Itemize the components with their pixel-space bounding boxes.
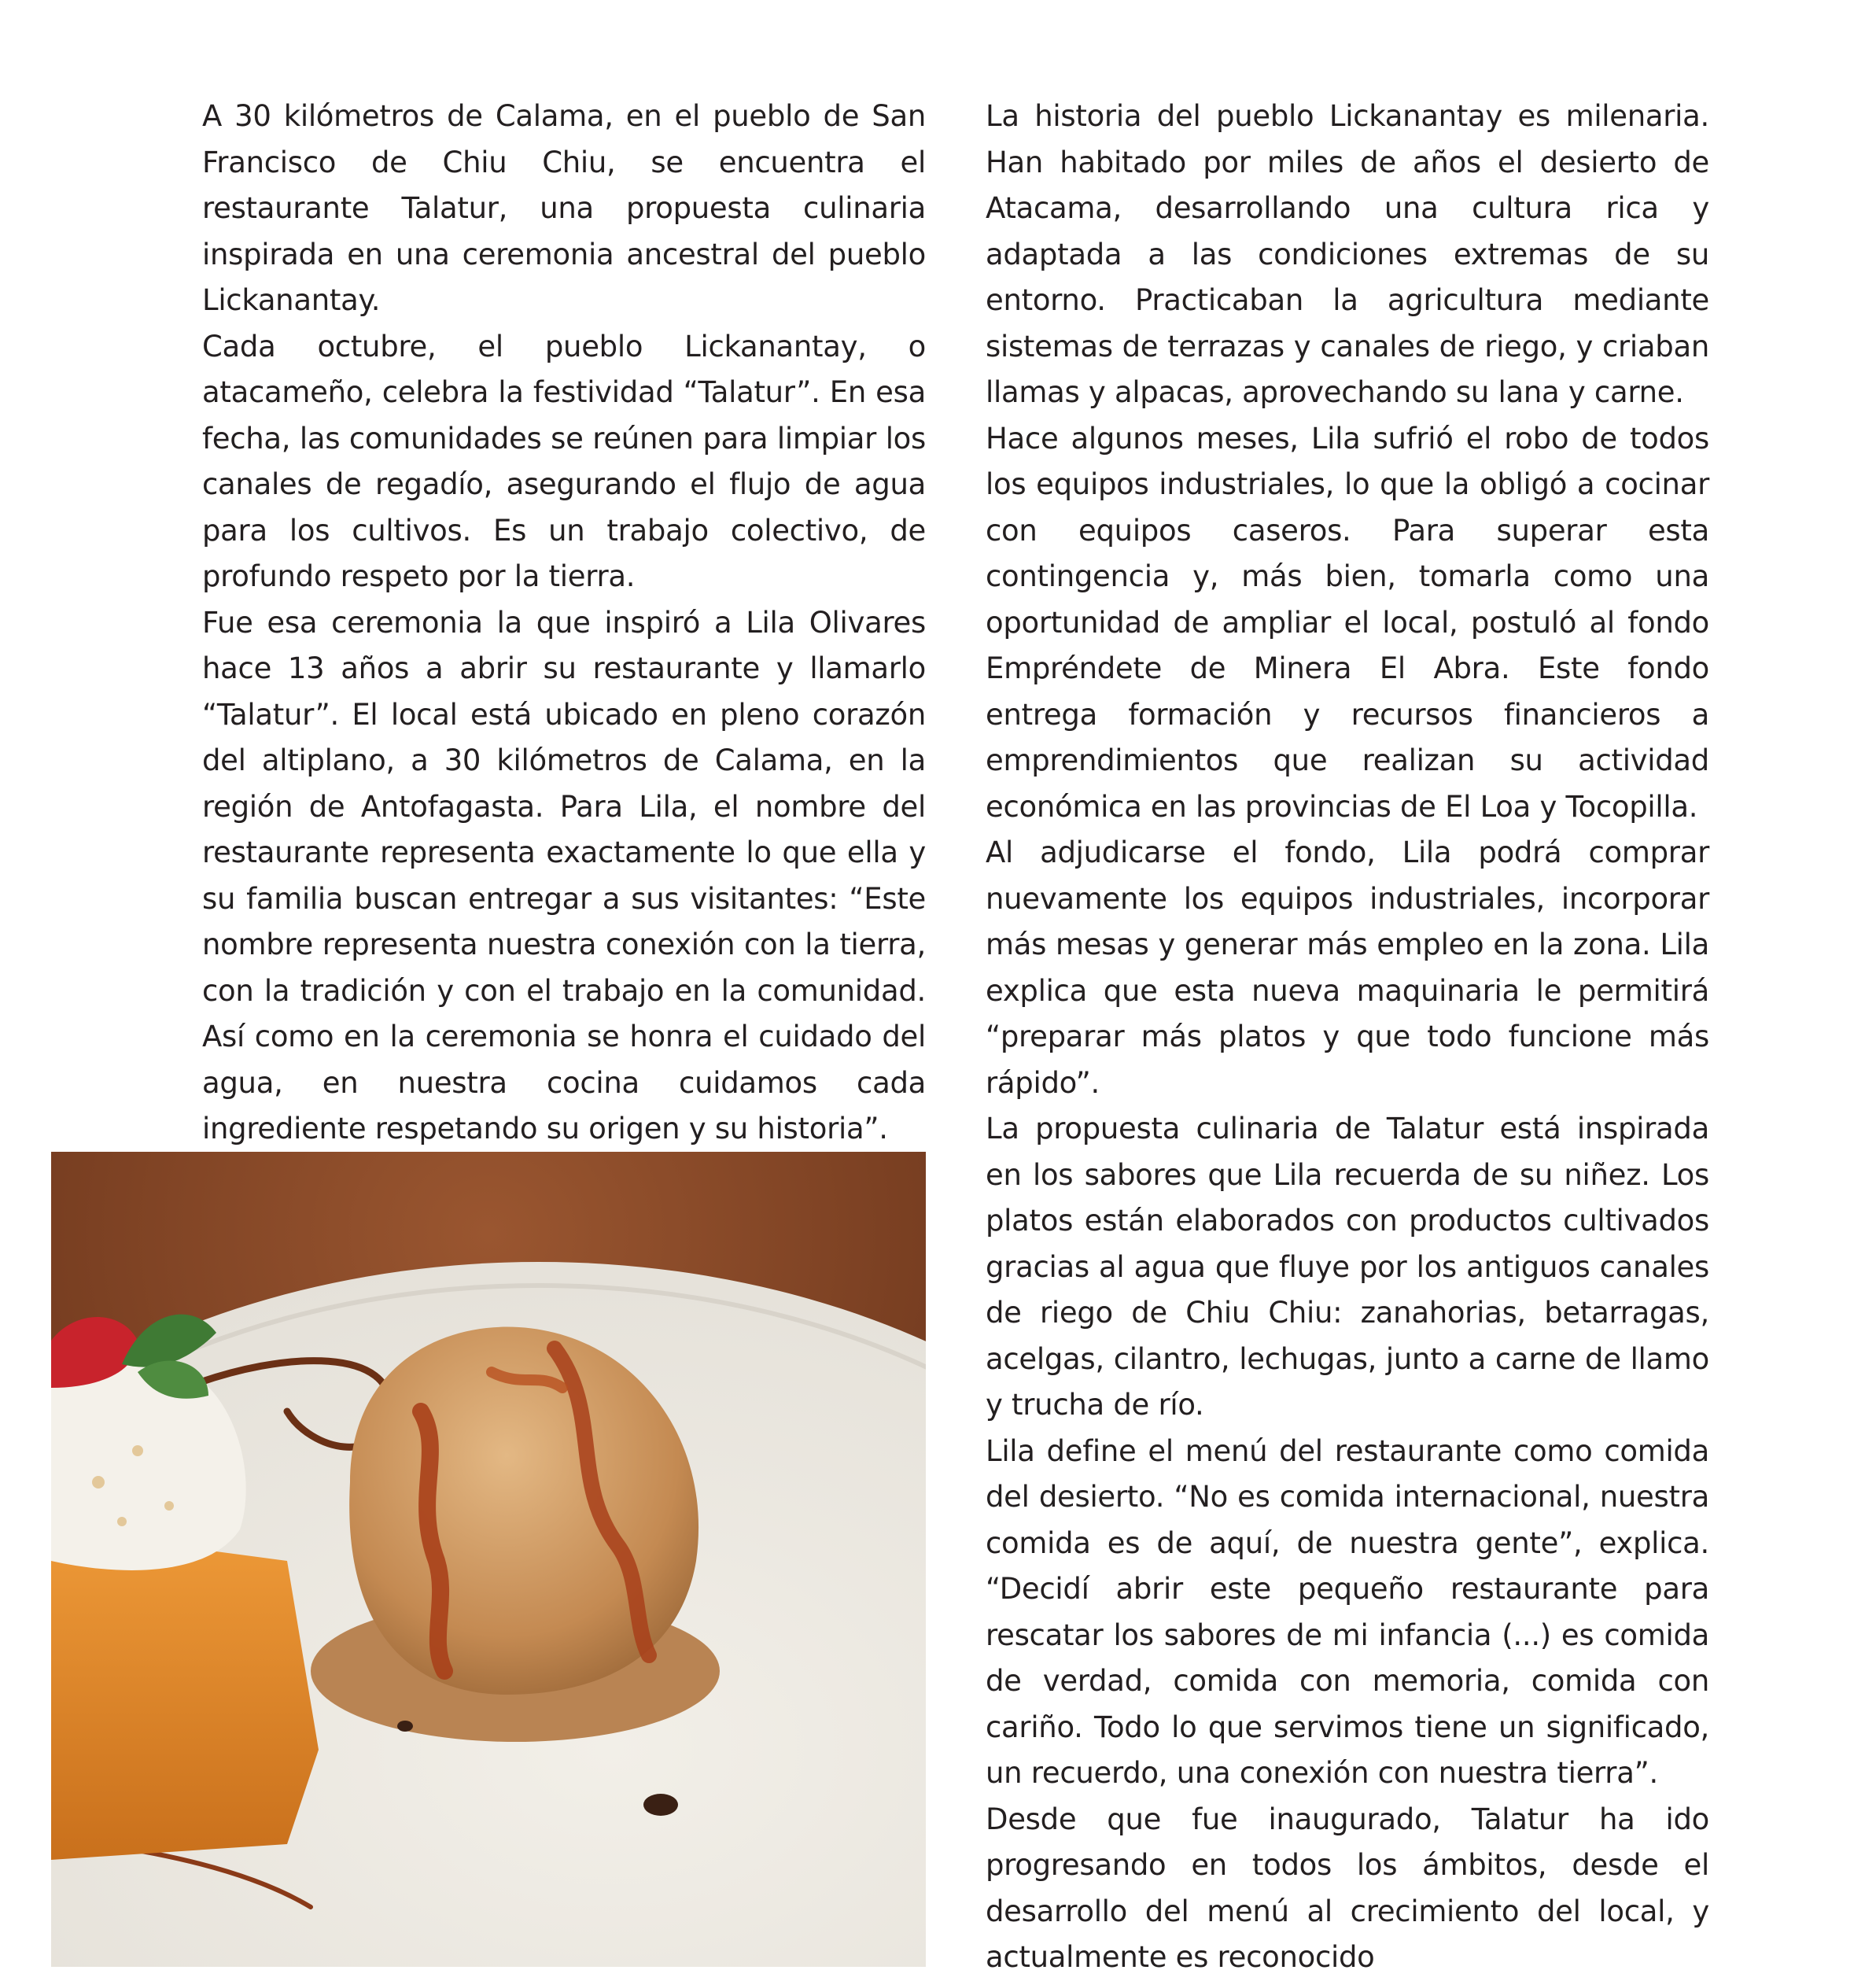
chocolate-dot	[397, 1721, 413, 1732]
paragraph: Lila define el menú del restaurante como comida del desierto. “No es comida internacional, nuestra comida es de aquí, de nuestra gente”, explica. “Decidí abrir este pequeño restaurante para rescatar los sabores de mi infancia (...) es comida de verdad, comida con memoria, comida con cariño. Todo lo que servimos tiene un significado, un recuerdo, una conexión con nuestra tierra”.	[986, 1433, 1709, 1790]
article-left-column	[202, 94, 926, 1153]
cake-slice	[51, 1529, 319, 1860]
paragraph: Desde que fue inaugurado, Talatur ha ido progresando en todos los ámbitos, desde el desarrollo del menú al crecimiento del local, y actualmente es reconocido	[986, 1802, 1709, 1974]
paragraph: La propuesta culinaria de Talatur está inspirada en los sabores que Lila recuerda de su niñez. Los platos están elaborados con productos cultivados gracias al agua que fluye por los antiguos canales de riego de Chiu Chiu: zanahorias, betarragas, acelgas, cilantro, lechugas, junto a carne de llamo y trucha de río.	[986, 1112, 1709, 1422]
paragraph: Al adjudicarse el fondo, Lila podrá comprar nuevamente los equipos industriales, incorporar más mesas y generar más empleo en la zona. Lila explica que esta nueva maquinaria le permitirá “preparar más platos y que todo funcione más rápido”.	[986, 836, 1709, 1100]
article-right-column	[986, 94, 1709, 1981]
paragraph: Cada octubre, el pueblo Lickanantay, o atacameño, celebra la festividad “Talatur”. En esa fecha, las comunidades se reúnen para limpiar los canales de regadío, asegurando el flujo de agua para los cultivos. Es un trabajo colectivo, de profundo respeto por la tierra.	[202, 329, 926, 593]
dessert-illustration	[51, 1152, 926, 1967]
paragraph: Hace algunos meses, Lila sufrió el robo de todos los equipos industriales, lo que la obligó a cocinar con equipos caseros. Para superar esta contingencia y, más bien, tomarla como una oportunidad de ampliar el local, postuló al fondo Empréndete de Minera El Abra. Este fondo entrega formación y recursos financieros a emprendimientos que realizan su actividad económica en las provincias de El Loa y Tocopilla.	[986, 421, 1709, 824]
paragraph: La historia del pueblo Lickanantay es milenaria. Han habitado por miles de años el desierto de Atacama, desarrollando una cultura rica y adaptada a las condiciones extremas de su entorno. Practicaban la agricultura mediante sistemas de terrazas y canales de riego, y criaban llamas y alpacas, aprovechando su lana y carne.	[986, 99, 1709, 409]
chocolate-dot	[643, 1794, 678, 1816]
nut-crumb	[132, 1445, 143, 1456]
nut-crumb	[92, 1476, 105, 1489]
nut-crumb	[164, 1501, 174, 1511]
paragraph: A 30 kilómetros de Calama, en el pueblo de San Francisco de Chiu Chiu, se encuentra el restaurante Talatur, una propuesta culinaria inspirada en una ceremonia ancestral del pueblo Lickanantay.	[202, 99, 926, 317]
nut-crumb	[117, 1517, 127, 1526]
dessert-plate-photo	[51, 1152, 926, 1967]
paragraph: Fue esa ceremonia la que inspiró a Lila Olivares hace 13 años a abrir su restaurante y llamarlo “Talatur”. El local está ubicado en pleno corazón del altiplano, a 30 kilómetros de Calama, en la región de Antofagasta. Para Lila, el nombre del restaurante representa exactamente lo que ella y su familia buscan entregar a sus visitantes: “Este nombre representa nuestra conexión con la tierra, con la tradición y con el trabajo en la comunidad. Así como en la ceremonia se honra el cuidado del agua, en nuestra cocina cuidamos cada ingrediente respetando su origen y su historia”.	[202, 605, 926, 1145]
